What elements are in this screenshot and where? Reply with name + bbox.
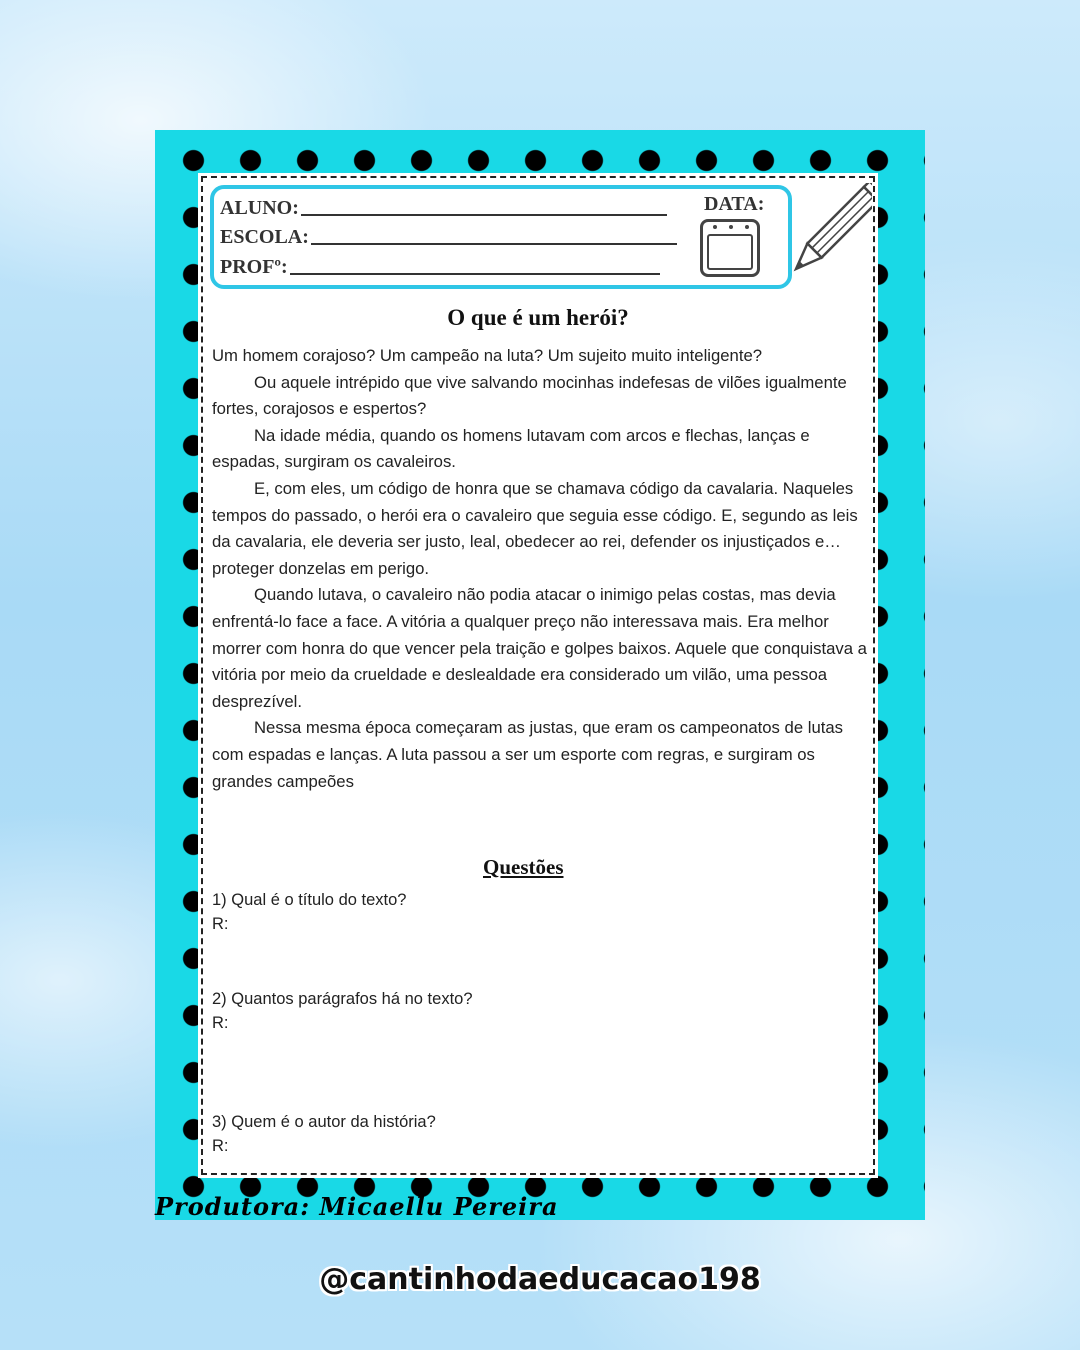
question-2-answer-label: R:: [212, 1014, 229, 1032]
escola-line: [220, 226, 677, 249]
paragraph-4: E, com eles, um código de honra que se chamava código da cavalaria. Naqueles tempos do passado, o herói era o cavaleiro que seguia esse código. E, segundo as leis da cavalaria, ele deveria ser justo, leal, obedecer ao rei, defender os injustiçados e… proteger donzelas em perigo.: [212, 478, 858, 578]
question-2: [212, 987, 473, 1035]
paragraph-3: Na idade média, quando os homens lutavam com arcos e flechas, lanças e espadas, surgiram os cavaleiros.: [212, 425, 810, 472]
prof-rule: [290, 273, 660, 275]
aluno-label: ALUNO:: [220, 197, 299, 219]
student-header-box: [210, 185, 792, 289]
question-3-text: 3) Quem é o autor da história?: [212, 1113, 436, 1131]
data-label: DATA:: [704, 193, 765, 215]
paragraph-6: Nessa mesma época começaram as justas, que eram os campeonatos de lutas com espadas e lanças. A luta passou a ser um esporte com regras, e surgiram os grandes campeões: [212, 718, 843, 791]
pencil-icon: [788, 183, 872, 287]
escola-rule: [311, 243, 677, 245]
producer-credit: Produtora: Micaellu Pereira: [155, 1192, 559, 1221]
reading-text: [212, 343, 868, 795]
prof-line: [220, 256, 660, 279]
question-3-answer-label: R:: [212, 1137, 229, 1155]
paragraph-2: Ou aquele intrépido que vive salvando mocinhas indefesas de vilões igualmente fortes, corajosos e espertos?: [212, 372, 847, 419]
worksheet-sheet: [155, 130, 925, 1220]
calendar-icon: [700, 219, 760, 277]
question-2-text: 2) Quantos parágrafos há no texto?: [212, 990, 473, 1008]
paragraph-5: Quando lutava, o cavaleiro não podia atacar o inimigo pelas costas, mas devia enfrentá-lo face a face. A vitória a qualquer preço não interessava mais. Era melhor morrer com honra do que vencer pela traição e golpes baixos. Aquele que conquistava a vitória por meio da crueldade e deslealdade era considerado um vilão, uma pessoa desprezível.: [212, 585, 867, 711]
question-1-text: 1) Qual é o título do texto?: [212, 891, 407, 909]
prof-label: PROFº:: [220, 256, 288, 278]
question-3: [212, 1110, 436, 1158]
text-title: O que é um herói?: [447, 305, 629, 330]
worksheet-paper: [198, 173, 878, 1178]
aluno-line: [220, 197, 667, 220]
question-1: [212, 888, 406, 936]
paragraph-1: Um homem corajoso? Um campeão na luta? Um sujeito muito inteligente?: [212, 346, 763, 365]
escola-label: ESCOLA:: [220, 226, 309, 248]
instagram-handle: @cantinhodaeducacao198: [319, 1262, 761, 1297]
questions-title: Questões: [483, 855, 564, 879]
aluno-rule: [301, 214, 667, 216]
question-1-answer-label: R:: [212, 915, 229, 933]
